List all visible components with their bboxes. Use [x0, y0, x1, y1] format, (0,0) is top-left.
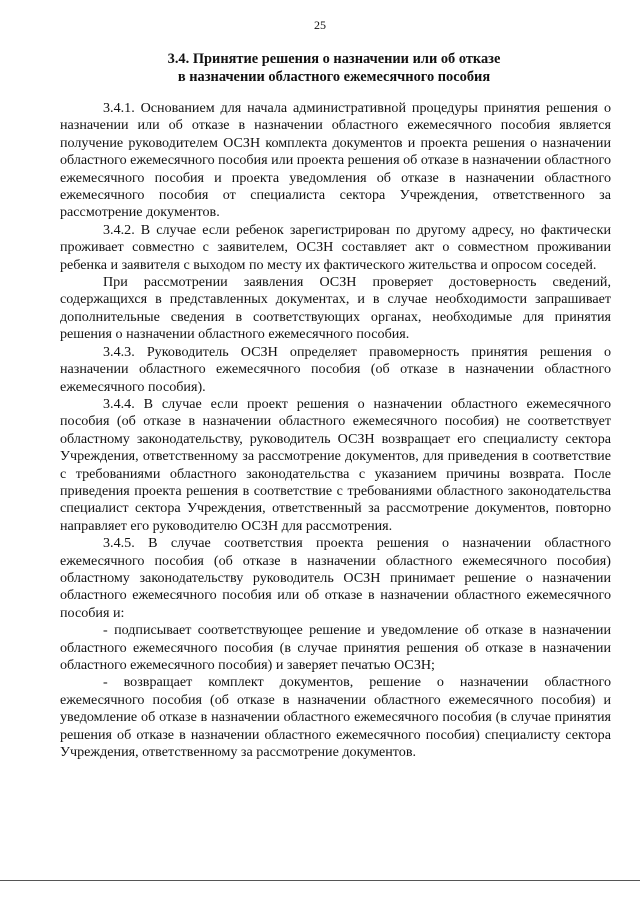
page-number: 25: [314, 18, 326, 32]
section-heading-line-2: в назначении областного ежемесячного пособия: [177, 69, 491, 85]
paragraph-3-4-4: 3.4.4. В случае если проект решения о назначении областного ежемесячного пособия (об отказе в назначении областного ежемесячного пособия) не соответствует областному законодательству, руководитель ОСЗН возвращает его специалисту сектора Учреждения, ответственному за рассмотрение документов, для приведения в соответствие с требованиями областного законодательства с указанием причины возврата. После приведения проекта решения в соответствие с требованиями областного законодательства специалист сектора Учреждения, ответственный за рассмотрение документов, повторно направляет его руководителю ОСЗН для рассмотрения.: [60, 395, 611, 534]
list-item-return: - возвращает комплект документов, решение о назначении областного ежемесячного пособия (об отказе в назначении областного ежемесячного пособия) и уведомление об отказе в назначении областного ежемесячного пособия (в случае принятия решения об отказе в назначении областного ежемесячного пособия) специалисту сектора Учреждения, ответственному за рассмотрение документов.: [60, 674, 611, 761]
document-body: [60, 100, 611, 761]
bottom-rule: [0, 880, 640, 881]
paragraph-3-4-3: 3.4.3. Руководитель ОСЗН определяет правомерность принятия решения о назначении областного ежемесячного пособия (об отказе в назначении областного ежемесячного пособия).: [60, 343, 611, 395]
list-item-sign: - подписывает соответствующее решение и уведомление об отказе в назначении областного ежемесячного пособия (в случае принятия решения об отказе в назначении областного ежемесячного пособия) и заверяет печатью ОСЗН;: [60, 622, 611, 673]
paragraph-review: При рассмотрении заявления ОСЗН проверяет достоверность сведений, содержащихся в представленных документах, и в случае необходимости запрашивает дополнительные сведения в соответствующих органах, необходимые для принятия решения о назначении областного ежемесячного пособия.: [60, 274, 611, 343]
paragraph-3-4-2: 3.4.2. В случае если ребенок зарегистрирован по другому адресу, но фактически проживает совместно с заявителем, ОСЗН составляет акт о совместном проживании ребенка и заявителя с выходом по месту их фактического жительства и опросом соседей.: [60, 221, 611, 273]
section-heading: [60, 50, 608, 86]
paragraph-3-4-1: 3.4.1. Основанием для начала административной процедуры принятия решения о назначении или об отказе в назначении областного ежемесячного пособия является получение руководителем ОСЗН комплекта документов и проекта решения о назначении областного ежемесячного пособия или проекта решения об отказе в назначении областного ежемесячного пособия и проекта уведомления об отказе в назначении областного ежемесячного пособия от специалиста сектора Учреждения, ответственного за рассмотрение документов.: [60, 100, 612, 221]
section-heading-line-1: 3.4. Принятие решения о назначении или об отказе: [167, 51, 501, 67]
paragraph-3-4-5: 3.4.5. В случае соответствия проекта решения о назначении областного ежемесячного пособия (об отказе в назначении областного ежемесячного пособия) областному законодательству руководитель ОСЗН принимает решение о назначении областного ежемесячного пособия или об отказе в назначении областного ежемесячного пособия и:: [60, 535, 611, 621]
